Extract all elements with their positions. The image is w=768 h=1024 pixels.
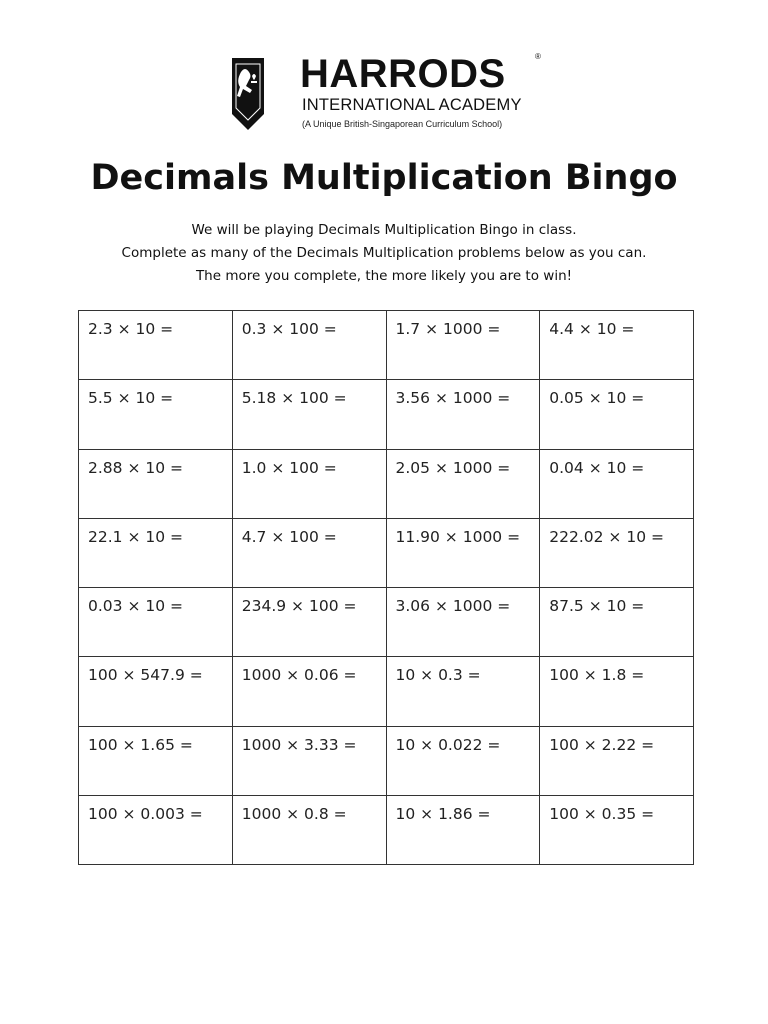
brand-name: HARRODS [300, 52, 506, 96]
problem-cell: 1.7 × 1000 = [386, 311, 540, 380]
lion-fleur-de-lis-shield-icon [232, 58, 264, 130]
problem-cell: 0.05 × 10 = [540, 380, 694, 449]
problem-cell: 3.06 × 1000 = [386, 588, 540, 657]
problem-cell: 100 × 1.65 = [79, 726, 233, 795]
brand-tagline: (A Unique British-Singaporean Curriculum School) [302, 119, 503, 129]
intro-line: Complete as many of the Decimals Multiplication problems below as you can. [121, 245, 647, 261]
grid-row [79, 726, 694, 795]
problem-cell: 1.0 × 100 = [232, 449, 386, 518]
problem-cell: 100 × 0.003 = [79, 795, 233, 864]
problem-cell: 100 × 2.22 = [540, 726, 694, 795]
problem-cell: 100 × 1.8 = [540, 657, 694, 726]
grid-row [79, 449, 694, 518]
problem-cell: 22.1 × 10 = [79, 518, 233, 587]
problem-cell: 3.56 × 1000 = [386, 380, 540, 449]
problem-cell: 100 × 547.9 = [79, 657, 233, 726]
problem-cell: 100 × 0.35 = [540, 795, 694, 864]
problem-cell: 222.02 × 10 = [540, 518, 694, 587]
grid-row [79, 311, 694, 380]
school-logo [232, 52, 552, 134]
problem-cell: 11.90 × 1000 = [386, 518, 540, 587]
problem-cell: 2.88 × 10 = [79, 449, 233, 518]
problem-cell: 1000 × 3.33 = [232, 726, 386, 795]
problem-cell: 5.5 × 10 = [79, 380, 233, 449]
grid-row [79, 518, 694, 587]
intro-line: We will be playing Decimals Multiplication Bingo in class. [191, 222, 577, 238]
intro-text [0, 219, 768, 288]
intro-line: The more you complete, the more likely you are to win! [195, 268, 573, 284]
grid-row [79, 795, 694, 864]
page-title: Decimals Multiplication Bingo [90, 158, 678, 198]
problem-cell: 10 × 0.022 = [386, 726, 540, 795]
bingo-grid [78, 310, 694, 865]
grid-row [79, 657, 694, 726]
problem-cell: 0.3 × 100 = [232, 311, 386, 380]
problem-cell: 0.03 × 10 = [79, 588, 233, 657]
brand-subtitle: INTERNATIONAL ACADEMY [302, 96, 522, 114]
problem-cell: 5.18 × 100 = [232, 380, 386, 449]
problem-cell: 10 × 1.86 = [386, 795, 540, 864]
problem-cell: 234.9 × 100 = [232, 588, 386, 657]
problem-cell: 10 × 0.3 = [386, 657, 540, 726]
problem-cell: 87.5 × 10 = [540, 588, 694, 657]
problem-cell: 4.4 × 10 = [540, 311, 694, 380]
grid-row [79, 380, 694, 449]
problem-cell: 2.3 × 10 = [79, 311, 233, 380]
problem-cell: 2.05 × 1000 = [386, 449, 540, 518]
registered-mark: ® [535, 52, 541, 61]
problem-cell: 0.04 × 10 = [540, 449, 694, 518]
problem-cell: 1000 × 0.06 = [232, 657, 386, 726]
problem-cell: 1000 × 0.8 = [232, 795, 386, 864]
grid-row [79, 588, 694, 657]
problem-cell: 4.7 × 100 = [232, 518, 386, 587]
